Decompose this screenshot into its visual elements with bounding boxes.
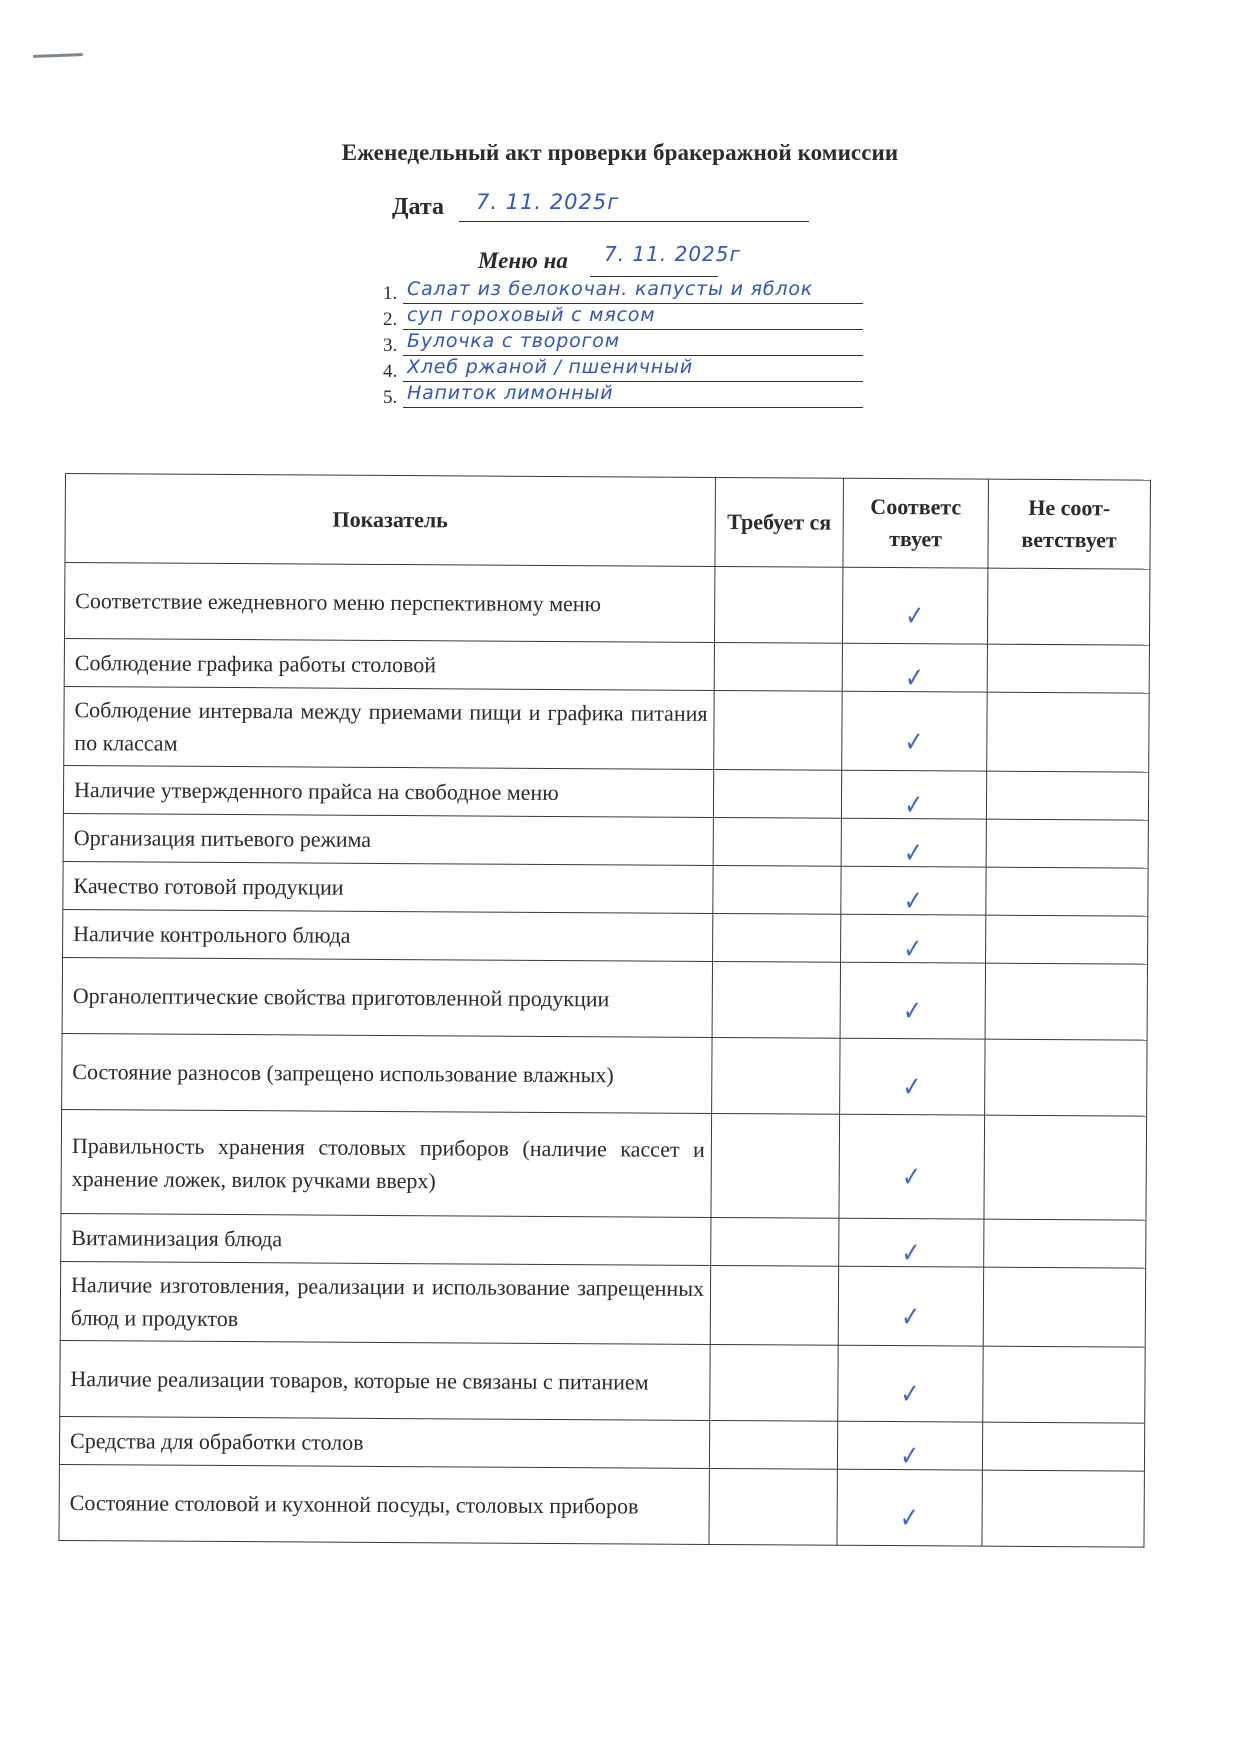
menu-item <box>383 280 883 306</box>
menu-item-number: 4. <box>383 361 398 382</box>
menu-list <box>383 280 883 410</box>
menu-label: Меню на <box>478 248 568 273</box>
table-row <box>64 638 1149 693</box>
not-complies-cell[interactable] <box>987 692 1149 772</box>
required-cell[interactable] <box>709 1420 837 1469</box>
document-title: Еженедельный акт проверки бракеражной комиссии <box>341 140 899 165</box>
menu-item <box>383 332 883 358</box>
menu-item-number: 5. <box>383 387 398 408</box>
not-complies-cell[interactable] <box>987 568 1149 645</box>
table-row <box>63 909 1148 964</box>
required-cell[interactable] <box>712 961 840 1038</box>
table-body <box>59 563 1150 1548</box>
check-mark-icon: ✓ <box>902 1070 922 1104</box>
required-cell[interactable] <box>709 1468 837 1545</box>
not-complies-cell[interactable] <box>982 1470 1144 1547</box>
not-complies-cell[interactable] <box>986 819 1148 868</box>
check-mark-icon: ✓ <box>904 836 924 870</box>
complies-cell[interactable] <box>841 818 986 870</box>
complies-cell[interactable] <box>842 691 987 771</box>
table-row <box>61 1109 1147 1220</box>
check-mark-icon: ✓ <box>902 1160 922 1194</box>
check-mark-icon: ✓ <box>900 1439 920 1473</box>
indicator-cell: Состояние столовой и кухонной посуды, столовых приборов <box>59 1464 709 1544</box>
not-complies-cell[interactable] <box>985 963 1147 1040</box>
complies-cell[interactable] <box>839 1218 984 1270</box>
complies-cell[interactable] <box>840 962 985 1039</box>
table-row <box>63 813 1148 868</box>
indicator-cell: Наличие утвержденного прайса на свободное меню <box>63 765 713 817</box>
check-mark-icon: ✓ <box>904 724 924 758</box>
table-row <box>61 1213 1146 1268</box>
table-row <box>63 765 1148 820</box>
complies-cell[interactable] <box>841 914 986 966</box>
table-row <box>60 1340 1145 1423</box>
menu-item-underline <box>403 407 863 408</box>
date-value[interactable]: 7. 11. 2025г <box>476 190 620 214</box>
indicator-cell: Соответствие ежедневного меню перспективному меню <box>64 563 714 643</box>
menu-item <box>383 306 883 332</box>
check-mark-icon: ✓ <box>900 1501 920 1535</box>
required-cell[interactable] <box>714 690 842 770</box>
indicator-cell: Организация питьевого режима <box>63 813 713 865</box>
table-header-row <box>65 474 1151 570</box>
check-mark-icon: ✓ <box>903 932 923 966</box>
date-label: Дата <box>392 194 444 220</box>
required-cell[interactable] <box>714 566 842 643</box>
required-cell[interactable] <box>713 913 841 962</box>
required-cell[interactable] <box>710 1265 838 1345</box>
check-mark-icon: ✓ <box>901 1299 921 1333</box>
menu-item-text[interactable]: Напиток лимонный <box>407 382 614 404</box>
indicator-cell: Средства для обработки столов <box>59 1416 709 1468</box>
required-cell[interactable] <box>712 1037 840 1114</box>
required-cell[interactable] <box>711 1217 839 1266</box>
menu-date-underline <box>590 276 718 277</box>
indicator-cell: Наличие реализации товаров, которые не связаны с питанием <box>60 1340 710 1420</box>
header-indicator: Показатель <box>65 474 716 567</box>
required-cell[interactable] <box>711 1113 840 1218</box>
complies-cell[interactable] <box>837 1421 982 1473</box>
inspection-table <box>58 473 1151 1548</box>
not-complies-cell[interactable] <box>982 1422 1144 1471</box>
not-complies-cell[interactable] <box>986 915 1148 964</box>
indicator-cell: Соблюдение графика работы столовой <box>64 638 714 690</box>
required-cell[interactable] <box>710 1344 838 1421</box>
header-required: Требует ся <box>715 477 844 567</box>
complies-cell[interactable] <box>838 1345 983 1422</box>
table-row <box>59 1464 1144 1547</box>
menu-item-number: 1. <box>383 283 398 304</box>
not-complies-cell[interactable] <box>984 1219 1146 1268</box>
menu-item-text[interactable]: Хлеб ржаной / пшеничный <box>407 356 693 378</box>
complies-cell[interactable] <box>838 1266 983 1346</box>
indicator-cell: Органолептические свойства приготовленной продукции <box>62 957 712 1037</box>
menu-item-number: 3. <box>383 335 398 356</box>
table-row <box>60 1261 1145 1347</box>
indicator-cell: Соблюдение интервала между приемами пищи и графика питания по классам <box>64 686 714 769</box>
complies-cell[interactable] <box>837 1469 982 1546</box>
complies-cell[interactable] <box>842 643 987 695</box>
indicator-cell: Правильность хранения столовых приборов (наличие кассет и хранение ложек, вилок ручками вверх) <box>61 1109 712 1217</box>
menu-date-value[interactable]: 7. 11. 2025г <box>604 242 742 266</box>
complies-cell[interactable] <box>839 1114 985 1219</box>
indicator-cell: Качество готовой продукции <box>63 861 713 913</box>
required-cell[interactable] <box>714 642 842 691</box>
not-complies-cell[interactable] <box>986 771 1148 820</box>
table-row <box>64 563 1149 646</box>
indicator-cell: Витаминизация блюда <box>61 1213 711 1265</box>
menu-item-number: 2. <box>383 309 398 330</box>
scan-artifact-mark <box>33 53 83 58</box>
menu-item <box>383 384 883 410</box>
complies-cell[interactable] <box>842 567 987 644</box>
header-complies: Соответс твует <box>843 478 989 568</box>
table-row <box>62 957 1147 1040</box>
not-complies-cell[interactable] <box>983 1267 1145 1347</box>
menu-item <box>383 358 883 384</box>
complies-cell[interactable] <box>840 1038 985 1115</box>
check-mark-icon: ✓ <box>904 788 924 822</box>
not-complies-cell[interactable] <box>983 1346 1145 1423</box>
not-complies-cell[interactable] <box>987 644 1149 693</box>
menu-item-text[interactable]: Салат из белокочан. капусты и яблок <box>407 278 814 300</box>
check-mark-icon: ✓ <box>903 994 923 1028</box>
required-cell[interactable] <box>713 865 841 914</box>
complies-cell[interactable] <box>841 866 986 918</box>
check-mark-icon: ✓ <box>901 1236 921 1270</box>
menu-item-text[interactable]: суп гороховый с мясом <box>407 304 656 326</box>
not-complies-cell[interactable] <box>985 1039 1147 1116</box>
table-row <box>62 1033 1147 1116</box>
check-mark-icon: ✓ <box>905 661 925 695</box>
header-not-complies: Не соот- ветствует <box>988 479 1151 569</box>
table-row <box>64 686 1149 772</box>
check-mark-icon: ✓ <box>900 1377 920 1411</box>
menu-item-text[interactable]: Булочка с творогом <box>407 330 620 352</box>
date-underline <box>459 221 809 222</box>
indicator-cell: Наличие изготовления, реализации и использование запрещенных блюд и продуктов <box>60 1261 710 1344</box>
table-row <box>63 861 1148 916</box>
required-cell[interactable] <box>713 817 841 866</box>
indicator-cell: Наличие контрольного блюда <box>63 909 713 961</box>
check-mark-icon: ✓ <box>905 599 925 633</box>
table-row <box>59 1416 1144 1471</box>
check-mark-icon: ✓ <box>903 884 923 918</box>
not-complies-cell[interactable] <box>986 867 1148 916</box>
indicator-cell: Состояние разносов (запрещено использование влажных) <box>62 1033 712 1113</box>
required-cell[interactable] <box>713 769 841 818</box>
not-complies-cell[interactable] <box>984 1115 1147 1220</box>
complies-cell[interactable] <box>841 770 986 822</box>
